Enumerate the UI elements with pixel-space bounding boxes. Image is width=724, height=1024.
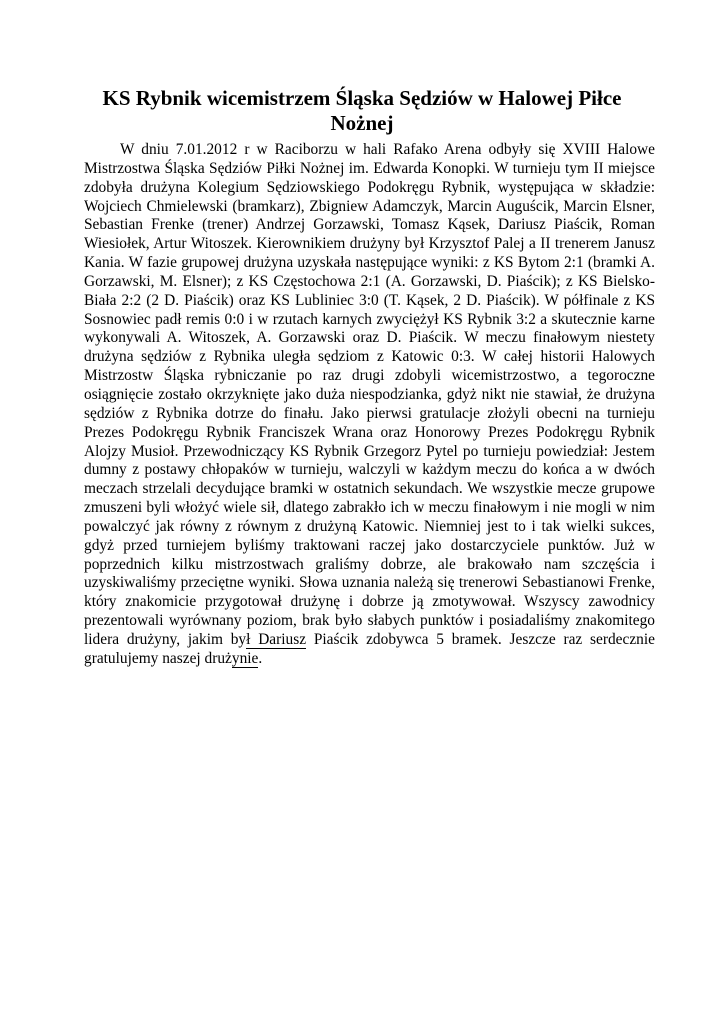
underlined-text: ynie (231, 649, 259, 667)
article-body-end: . (258, 649, 263, 667)
article-body-main: W dniu 7.01.2012 r w Raciborzu w hali Rafako Arena odbyły się XVIII Halowe Mistrzostwa Śląska Sędziów Piłki Nożnej im. Edwarda Konopki. W turnieju tym II miejsce zdobyła drużyna Kolegium Sędziowskiego Podokręgu Rybnik, występująca w składzie: Wojciech Chmielewski (bramkarz), Zbigniew Adamczyk, Marcin Auguścik, Marcin Elsner, Sebastian Frenke (trener) Andrzej Gorzawski, Tomasz Kąsek, Dariusz Piaścik, Roman Wiesiołek, Artur Witoszek. Kierownikiem drużyny był Krzysztof Palej a II trenerem Janusz Kania. W fazie grupowej drużyna uzyskała następujące wyniki: z KS Bytom 2:1 (bramki A. Gorzawski, M. Elsner); z KS Częstochowa 2:1 (A. Gorzawski, D. Piaścik); z KS Bielsko- Biała 2:2 (2 D. Piaścik) oraz KS Lubliniec 3:0 (T. Kąsek, 2 D. Piaścik). W półfinale z KS Sosnowiec padł remis 0:0 i w rzutach karnych zwyciężył KS Rybnik 3:2 a skutecznie karne wykonywali A. Witoszek, A. Gorzawski oraz D. Piaścik. W meczu finałowym niestety drużyna sędziów z Rybnika uległa sędziom z Katowic 0:3. W całej historii Halowych Mistrzostw Śląska rybniczanie po raz drugi zdobyli wicemistrzostwo, a tegoroczne osiągnięcie zostało okrzyknięte jako duża niespodzianka, gdyż nikt nie stawiał, że drużyna sędziów z Rybnika dotrze do finału. Jako pierwsi gratulacje złożyli obecni na turnieju Prezes Podokręgu Rybnik Franciszek Wrana oraz Honorowy Prezes Podokręgu Rybnik Alojzy Musioł. Przewodniczący KS Rybnik Grzegorz Pytel po turnieju powiedział: Jestem dumny z postawy chłopaków w turnieju, walczyli w każdym meczu do końca a w dwóch meczach strzelali decydujące bramki w ostatnich sekundach. We wszystkie mecze grupowe zmuszeni byli włożyć wiele sił, dlatego zabrakło ich w meczu finałowym i nie mogli w nim powalczyć jak równy z równym z drużyną Katowic. Niemniej jest to i tak wielki sukces, gdyż przed turniejem byliśmy traktowani raczej jako dostarczyciele punktów. Już w poprzednich kilku mistrzostwach graliśmy dobrze, ale brakowało nam szczęścia i uzyskiwaliśmy przeciętne wyniki. Słowa uznania należą się trenerowi Sebastianowi Frenke, który znakomicie przygotował drużynę i dobrze ją zmotywował. Wszyscy zawodnicy prezentowali wyrównany poziom, brak było słabych punktów i posiadaliśmy znakomitego lidera drużyny, jakim by (84, 141, 655, 648)
underlined-text: ł Dariusz (246, 630, 307, 648)
article-body-mid: Piaścik zdobywca 5 bramek. Jeszcze raz serdecznie gratulujemy naszej druż (84, 630, 655, 667)
article-body (84, 141, 655, 669)
article-title: KS Rybnik wicemistrzem Śląska Sędziów w Halowej Piłce Nożnej (102, 86, 622, 135)
